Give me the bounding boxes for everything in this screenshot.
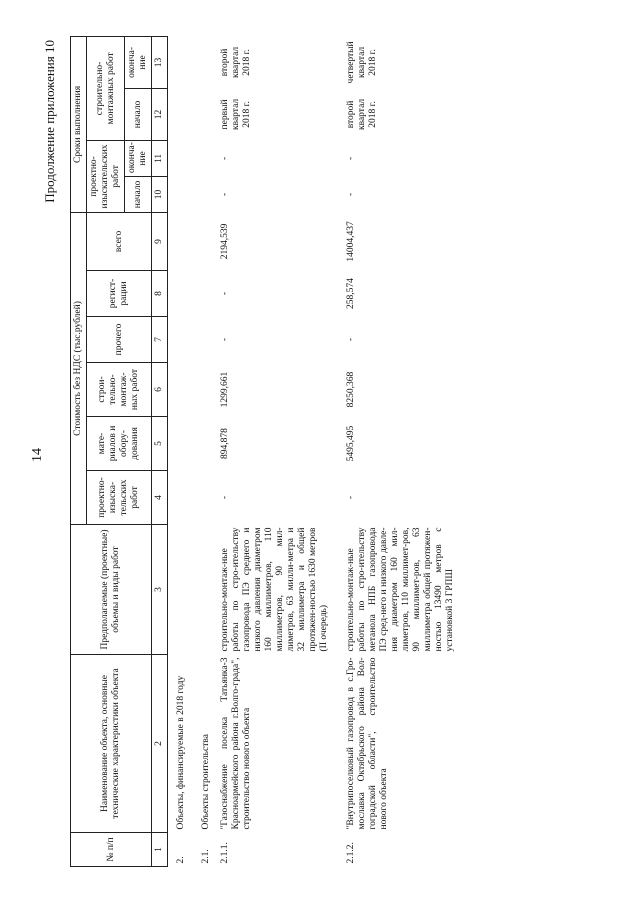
design-cost: - (220, 495, 230, 500)
construction-start: первый квартал 2018 г. (220, 98, 252, 131)
total-cost: 2194,539 (220, 223, 230, 260)
design-end: - (346, 156, 356, 161)
total-cost: 14004,437 (346, 221, 356, 262)
col-number: 11 (152, 140, 168, 176)
header-construction-end: оконча-ние (125, 36, 152, 88)
design-end: - (220, 156, 230, 161)
col-number: 12 (152, 88, 168, 140)
table-row (332, 36, 458, 866)
design-cost: - (346, 495, 356, 500)
page-number: 14 (30, 448, 45, 462)
subsection-row (193, 36, 218, 866)
header-registration-cost: регист-рации (87, 271, 152, 317)
materials-cost: 894,878 (220, 428, 230, 459)
other-cost: - (346, 337, 356, 342)
col-number: 13 (152, 36, 168, 88)
col-number: 2 (152, 655, 168, 833)
design-start: - (220, 192, 230, 197)
col-number: 3 (152, 525, 168, 655)
header-other-cost: прочего (87, 317, 152, 363)
registration-cost: 258,574 (346, 278, 356, 309)
header-row-1 (71, 36, 87, 866)
construction-start: второй квартал 2018 г. (346, 98, 378, 131)
construction-cost: 8250,368 (346, 371, 356, 408)
col-number: 9 (152, 212, 168, 270)
col-number: 7 (152, 317, 168, 363)
header-object-name: Наименование объекта, основные технические характеристики объекта (71, 655, 152, 833)
section-number: 2. (176, 856, 186, 864)
design-start: - (346, 192, 356, 197)
col-number: 8 (152, 271, 168, 317)
col-number: 4 (152, 471, 168, 525)
col-number: 10 (152, 176, 168, 212)
header-scope: Предполагаемые (проектные) объемы и виды работ (71, 525, 152, 655)
work-scope: строительно-монтаж-ные работы по стро-ительству метанола НПБ газопровода ПЭ сред-него и низкого давле-ния диаметром 160 мил-лиметров, 110 миллимет-ров, 90 миллимет-ров, 63 миллиметра общей протяжен-ностью 13490 метров с установкой 3 ГРПШ (346, 527, 455, 652)
header-design-cost: проектно-изыска-тельских работ (87, 471, 152, 525)
header-construction-cost: строи-тельно-монтаж-ных работ (87, 363, 152, 417)
construction-cost: 1299,661 (220, 371, 230, 408)
section-title: Объекты, финансируемые в 2018 году (176, 675, 186, 830)
object-name: "Внутрипоселковый газопровод в с.Гро-мославка Октябрьского района Вол-гоградской области", строительство нового объекта (346, 657, 389, 830)
row-number: 2.1.2. (346, 842, 356, 864)
section-row (168, 36, 194, 866)
header-design-terms: проектно-изыскательских работ (87, 140, 125, 212)
header-total-cost: всего (87, 212, 152, 270)
col-number: 6 (152, 363, 168, 417)
header-no: № п/п (71, 833, 152, 867)
other-cost: - (220, 337, 230, 342)
header-cost-group: Стоимость без НДС (тыс.рублей) (71, 212, 87, 524)
header-design-start: начало (125, 176, 152, 212)
construction-end: второй квартал 2018 г. (220, 46, 252, 78)
header-materials-cost: мате-риалов и обору-дования (87, 417, 152, 471)
col-number: 5 (152, 417, 168, 471)
col-number: 1 (152, 833, 168, 867)
construction-end: четвертый квартал 2018 г. (346, 41, 378, 84)
column-numbers-row (152, 36, 168, 866)
header-construction-start: начало (125, 88, 152, 140)
appendix-caption: Продолжение приложения 10 (42, 40, 57, 203)
object-name: "Газоснабжение поселка Татьянка-3 Красноармейского района г.Волго-града", строительство нового объекта (220, 657, 252, 830)
work-scope: строительно-монтаж-ные работы по стро-ительству газопровода ПЭ среднего и низкого давления диаметром 160 миллиметров, 110 миллиметров, 90 мил-лиметров, 63 милли-метра и 32 миллиметра и общей протяжен-ностью 1630 метров (II очередь) (220, 527, 329, 652)
materials-cost: 5495,495 (346, 425, 356, 462)
header-terms-group: Сроки выполнения (71, 36, 87, 212)
subsection-number: 2.1. (201, 849, 211, 864)
registration-cost: - (220, 291, 230, 296)
row-number: 2.1.1. (220, 842, 230, 864)
objects-table (70, 36, 458, 867)
subsection-title: Объекты строительства (201, 734, 211, 830)
table-row (218, 36, 332, 866)
header-design-end: оконча-ние (125, 140, 152, 176)
header-construction-terms: строительно-монтажных работ (87, 36, 125, 140)
